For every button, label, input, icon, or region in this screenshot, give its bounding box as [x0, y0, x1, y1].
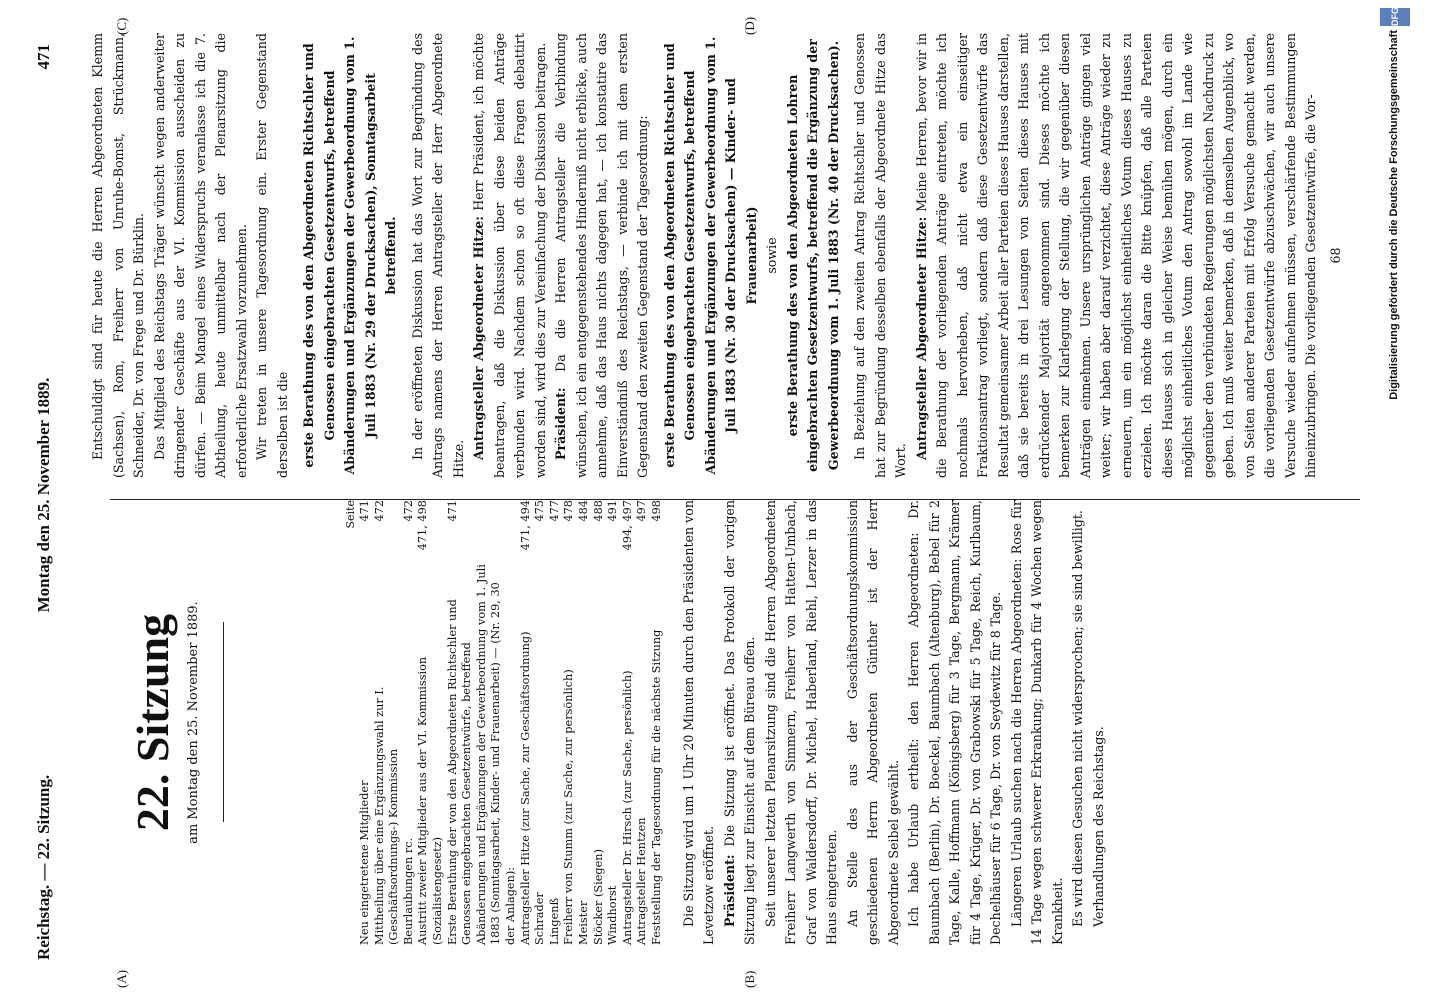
margin-mark-b: (B): [742, 970, 757, 988]
right-column: [88, 33, 1346, 478]
agenda-conjunction: sowie: [764, 237, 779, 274]
toc-page: 471, 494: [518, 500, 532, 551]
paragraph-text: In Beziehung auf den zweiten Antrag Richtschler und Genossen hat zur Begründung desselben ebenfalls der Abgeordnete Hitze das Wort.: [852, 33, 908, 478]
paragraph-text: An Stelle des aus der Geschäftsordnungskommission geschiedenen Herrn Abgeordneten Günther ist der Herr Abgeordnete Seibel gewählt.: [844, 500, 901, 945]
toc-row: [358, 500, 373, 945]
paragraph: [252, 33, 293, 478]
speaker-name: Antragsteller Abgeordneter Hitze:: [471, 216, 486, 460]
digitization-credit: Digitalisierung gefördert durch die Deutsche Forschungsgemeinschaft: [1388, 30, 1400, 400]
paragraph-text: Die Sitzung ist eröffnet. Das Protokoll der vorigen Sitzung liegt zur Einsicht auf dem Büreau offen.: [721, 500, 758, 945]
toc-list: [358, 500, 664, 945]
right-paragraphs-1: [88, 33, 293, 478]
table-of-contents: [344, 500, 665, 945]
toc-row: [650, 500, 665, 945]
toc-entry: Neu eingetretene Mitglieder: [358, 780, 372, 945]
paragraph: [88, 33, 150, 478]
toc-row: [533, 500, 548, 945]
paragraph: [1089, 500, 1110, 945]
toc-page: 491: [606, 500, 620, 522]
paragraph: [904, 500, 1007, 945]
paragraph-text: Ich habe Urlaub ertheilt: den Herren Abgeordneten: Dr. Baumbach (Berlin), Dr. Boeckel, Baumbach (Altenburg), Bebel für 2 Tage, Kalle, Hoffmann (Königsberg) für 3 Tage, Bergmann, Krämer für 4 Tage, Krüger, Dr. von Grabowski für 5 Tage, Reich, Kurlbaum, Dechelhäuser für 6 Tage, Dr. von Seydewitz für 8 Tage.: [906, 500, 1004, 945]
toc-entry: Meister: [577, 900, 590, 945]
toc-row: [416, 500, 445, 945]
toc-row: [577, 500, 592, 945]
toc-row: [606, 500, 621, 945]
toc-entry: Lingenß: [547, 897, 561, 945]
paragraph: [912, 33, 1322, 478]
toc-entry: Antragsteller Hentzen: [635, 817, 649, 945]
paragraph-text: Das Mitglied des Reichstags Träger wünscht wegen anderweiter dringender Geschäfte aus der VI. Kommission ausscheiden zu dürfen. — Beim Mangel eines Widerspruchs veranlasse ich die 7. Abtheilung, heute unmittelbar nach der Plenarsitzung die erforderliche Ersatzwahl vorzunehmen.: [151, 33, 249, 478]
paragraph: [679, 500, 720, 945]
page-header: [24, 20, 66, 970]
right-paragraphs-2: [408, 33, 654, 478]
toc-entry: Stöcker (Siegen): [591, 849, 605, 945]
page-number: 471: [34, 44, 53, 70]
header-date: Montag den 25. November 1889.: [34, 377, 53, 613]
toc-page: 477: [547, 500, 561, 522]
paragraph-text: Meine Herren, bevor wir in die Berathung der vorliegenden Anträge eintreten, möchte ich nochmals hervorheben, daß nicht etwa ein einseitiger Fraktionsantrag vorliegt, sondern daß diese Gesetzentwürfe das Resultat gemeinsamer Arbeit aller Parteien dieses Hauses darstellen, daß sie bereits in drei Lesungen von Seiten dieses Hauses mit erdrückender Majorität angenommen sind. Dieses möchte ich bemerken zur Klarlegung der Stellung, die wir gegenüber diesen Anträgen einnehmen. Unsere ursprünglichen Anträge gingen viel weiter; wir haben aber darauf verzichtet, diese Anträge wieder zu erneuern, um ein möglichst einheitliches Votum dieses Hauses zu erzielen. Ich möchte daran die Bitte knüpfen, daß alle Parteien dieses Hauses sich in gleicher Weise bemühen mögen, durch ein möglichst einheitliches Votum den Antrag sowohl im Lande wie gegenüber den verbündeten Regierungen möglichsten Nachdruck zu geben. Ich muß weiter bemerken, daß in demselben Augenblick, wo von Seiten anderer Parteien mit Erfolg Versuche gemacht werden, die vorliegenden Gesetzentwürfe abzuschwächen, wir auch unsere Versuche wieder aufnehmen müssen, verschärfende Bestimmungen hineinzubringen. Die vorliegenden Gesetzentwürfe, die Vor-: [913, 32, 1318, 478]
toc-row: [548, 500, 563, 945]
toc-row: [446, 500, 519, 945]
sheet-number: 68: [1327, 247, 1343, 264]
toc-page: 494, 497: [620, 500, 634, 551]
toc-page-header: Seite: [343, 500, 357, 529]
paragraph-text: Es wird diesen Gesuchen nicht widersprochen; sie sind bewilligt.: [1070, 510, 1086, 927]
toc-entry: Mittheilung über eine Ergänzungswahl zur I. (Geschäftsordnungs-) Kommission: [372, 686, 401, 945]
margin-mark-d: (D): [742, 16, 757, 35]
right-paragraphs-3: [850, 33, 1322, 478]
toc-entry: Antragsteller Hitze (zur Sache, zur Geschäftsordnung): [518, 631, 532, 945]
speaker-name: Antragsteller Abgeordneter Hitze:: [913, 216, 929, 460]
dfg-logo: DFG: [1380, 8, 1410, 26]
toc-entry: Austritt zweier Mitglieder aus der VI. Kommission (Sozialistengesetz): [416, 656, 445, 945]
header-left: Reichstag. — 22. Sitzung.: [34, 774, 53, 960]
margin-mark-c: (C): [114, 17, 129, 35]
toc-page: 497: [635, 500, 649, 522]
paragraph: [1068, 500, 1089, 945]
toc-row: [592, 500, 607, 945]
digitization-footer: [1372, 0, 1422, 1000]
toc-page: 471, 498: [416, 500, 430, 551]
toc-entry: Freiherr von Stumm (zur Sache, zur persönlich): [562, 669, 576, 945]
agenda-item-3: erste Berathung des von den Abgeordneten Lohren eingebrachten Gesetzentwurfs, betreffend die Ergänzung der Gewerbeordnung vom 1. Juli 1883 (Nr. 40 der Drucksachen).: [784, 39, 841, 472]
toc-entry: Windhorst: [606, 885, 620, 945]
toc-entry: Erste Berathung der von den Abgeordneten Richtschler und Genossen eingebrachten Gesetzentwürfe, betreffend Abänderungen und Ergänzungen der Gewerbeordnung vom 1. Juli 1883 (Sonntagsarbeit, Kinder- und Frauenarbeit) — (Nr. 29, 30 der Anlagen):: [445, 564, 518, 945]
paragraph-text: Wir treten in unsere Tagesordnung ein. Erster Gegenstand derselben ist die: [254, 33, 290, 478]
toc-page: 472: [401, 500, 415, 522]
session-title: 22. Sitzung: [127, 613, 178, 832]
speaker-name: Präsident:: [721, 854, 737, 927]
toc-row: [635, 500, 650, 945]
paragraph: [1007, 500, 1069, 945]
paragraph-text: Längeren Urlaub suchen nach die Herren Abgeordneten: Rose für 14 Tage wegen schwerer Erkrankung; Dunkarb für 4 Wochen wegen Krankheit.: [1008, 500, 1065, 945]
title-rule: [223, 623, 224, 823]
toc-row: [519, 500, 534, 945]
toc-page: 478: [562, 500, 576, 522]
left-paragraphs: [679, 500, 1110, 945]
toc-row: [373, 500, 402, 945]
paragraph-text: Seit unserer letzten Plenarsitzung sind die Herren Abgeordneten Freiherr Langwerth von Simmern, Freiherr von Hatten-Umbach, Graf von Waldersdorff, Dr. Michel, Haberland, Riehl, Lerzer in das Haus eingetreten.: [762, 500, 840, 945]
toc-page: 488: [591, 500, 605, 522]
agenda-item-1: erste Berathung des von den Abgeordneten Richtschler und Genossen eingebrachten Gesetzentwurfs, betreffend Abänderungen und Ergänzungen der Gewerbeordnung vom 1. Juli 1883 (Nr. 29 der Drucksachen), Sonntagsarbeit betreffend.: [301, 36, 398, 475]
paragraph-text: Die Sitzung wird um 1 Uhr 20 Minuten durch den Präsidenten von Levetzow eröffnet.: [680, 500, 717, 945]
toc-page: 472: [372, 500, 386, 522]
toc-page: 475: [533, 500, 547, 522]
toc-page: 471: [445, 500, 459, 522]
paragraph: [850, 33, 912, 478]
left-column: [88, 500, 1109, 945]
paragraph: [843, 500, 905, 945]
paragraph: [761, 500, 843, 945]
paragraph: [551, 33, 654, 478]
paragraph-text: Herr Präsident, ich möchte beantragen, daß die Diskussion über diese beiden Anträge verbunden wird. Nachdem schon so oft diese Fragen debattirt worden sind, wird dies zur Vereinfachung der Diskussion beitragen.: [471, 32, 548, 478]
paragraph: [720, 500, 761, 945]
paragraph: [469, 33, 551, 478]
toc-row: [402, 500, 417, 945]
speaker-name: Präsident:: [553, 387, 568, 460]
toc-page: 471: [358, 500, 372, 522]
toc-entry: Beurlaubungen rc.: [401, 837, 415, 945]
paragraph-text: In der eröffneten Diskussion hat das Wort zur Begründung des Antrags namens der Herren Antragsteller der Herr Abgeordnete Hitze.: [409, 33, 466, 478]
session-date: am Montag den 25. November 1889.: [186, 601, 201, 844]
toc-row: [562, 500, 577, 945]
toc-page: 484: [577, 500, 590, 522]
margin-mark-a: (A): [114, 969, 129, 988]
paragraph: [150, 33, 253, 478]
toc-entry: Antragsteller Dr. Hirsch (zur Sache, persönlich): [620, 670, 634, 945]
toc-entry: Feststellung der Tagesordnung für die nächste Sitzung: [649, 629, 663, 945]
paragraph: [408, 33, 470, 478]
paragraph-text: Da die Herren Antragsteller die Verbindung wünschen, ich ein entgegenstehendes Hinderniß nicht erblicke, auch annehme, daß das Haus nichts dagegen hat, — ich konstatire das Einverständniß des Reichstags, — verbinde ich mit dem ersten Gegenstand den zweiten Gegenstand der Tagesordnung:: [553, 33, 650, 478]
toc-entry: Schrader: [533, 892, 547, 945]
toc-page: 498: [649, 500, 663, 522]
agenda-item-2: erste Berathung des von den Abgeordneten Richtschler und Genossen eingebrachten Gesetzentwurfs, betreffend Abänderungen und Ergänzungen der Gewerbeordnung vom 1. Juli 1883 (Nr. 30 der Drucksachen) — Kinder- und Frauenarbeit): [661, 36, 759, 475]
paragraph-text: Entschuldigt sind für heute die Herren Abgeordneten Klemm (Sachsen), Rom, Freiherr von Unruhe-Bomst, Strückmann, Schneider, Dr. von Frege und Dr. Bürklin.: [90, 33, 146, 478]
toc-row: [621, 500, 636, 945]
paragraph-text: Verhandlungen des Reichstags.: [1090, 726, 1106, 927]
